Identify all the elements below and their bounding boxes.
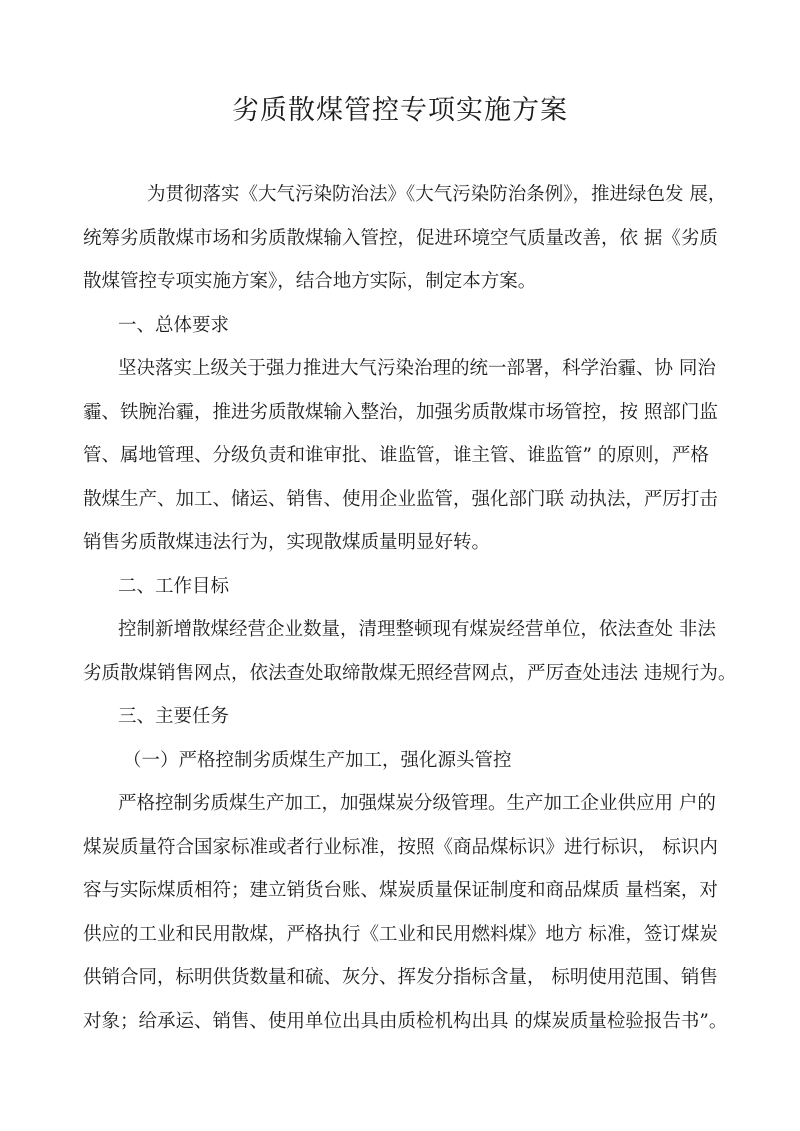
paragraph-line: 坚决落实上级关于强力推进大气污染治理的统一部署，科学治霾、协 同治 (118, 358, 716, 379)
paragraph-line: 煤炭质量符合国家标准或者行业标准，按照《商品煤标识》进行标识， 标识内 (83, 837, 718, 858)
paragraph-line: 销售劣质散煤违法行为，实现散煤质量明显好转。 (83, 532, 491, 553)
section-heading: 三、主要任务 (118, 706, 230, 727)
paragraph-line: 霾、铁腕治霾，推进劣质散煤输入整治，加强劣质散煤市场管控，按 照部门监 (83, 402, 718, 423)
subsection-heading: （一）严格控制劣质煤生产加工，强化源头管控 (123, 750, 512, 771)
paragraph-line: 容与实际煤质相符；建立销货台账、煤炭质量保证制度和商品煤质 量档案，对 (83, 880, 718, 901)
paragraph-line: 统筹劣质散煤市场和劣质散煤输入管控，促进环境空气质量改善，依 据《劣质 (83, 228, 718, 249)
document-title: 劣质散煤管控专项实施方案 (232, 95, 568, 126)
paragraph-line: 散煤管控专项实施方案》，结合地方实际，制定本方案。 (83, 271, 537, 292)
section-heading: 一、总体要求 (118, 315, 230, 336)
paragraph-line: 为贯彻落实《大气污染防治法》《大气污染防治条例》，推进绿色发 展， (147, 184, 727, 205)
paragraph-line: 供销合同，标明供货数量和硫、灰分、挥发分指标含量， 标明使用范围、销售 (83, 967, 718, 988)
paragraph-line: 管、属地管理、分级负责和谁审批、谁监管，谁主管、谁监管” 的原则，严格 (83, 445, 709, 466)
paragraph-line: 严格控制劣质煤生产加工，加强煤炭分级管理。生产加工企业供应用 户的 (118, 793, 716, 814)
paragraph-line: 供应的工业和民用散煤，严格执行《工业和民用燃料煤》地方 标准，签订煤炭 (83, 924, 718, 945)
paragraph-line: 劣质散煤销售网点，依法查处取缔散煤无照经营网点，严厉查处违法 违规行为。 (83, 663, 737, 684)
section-heading: 二、工作目标 (118, 576, 230, 597)
paragraph-line: 散煤生产、加工、储运、销售、使用企业监管，强化部门联 动执法，严厉打击 (83, 489, 718, 510)
paragraph-line: 控制新增散煤经营企业数量，清理整顿现有煤炭经营单位，依法查处 非法 (118, 619, 716, 640)
paragraph-line: 对象；给承运、销售、使用单位出具由质检机构出具 的煤炭质量检验报告书”。 (83, 1011, 728, 1032)
